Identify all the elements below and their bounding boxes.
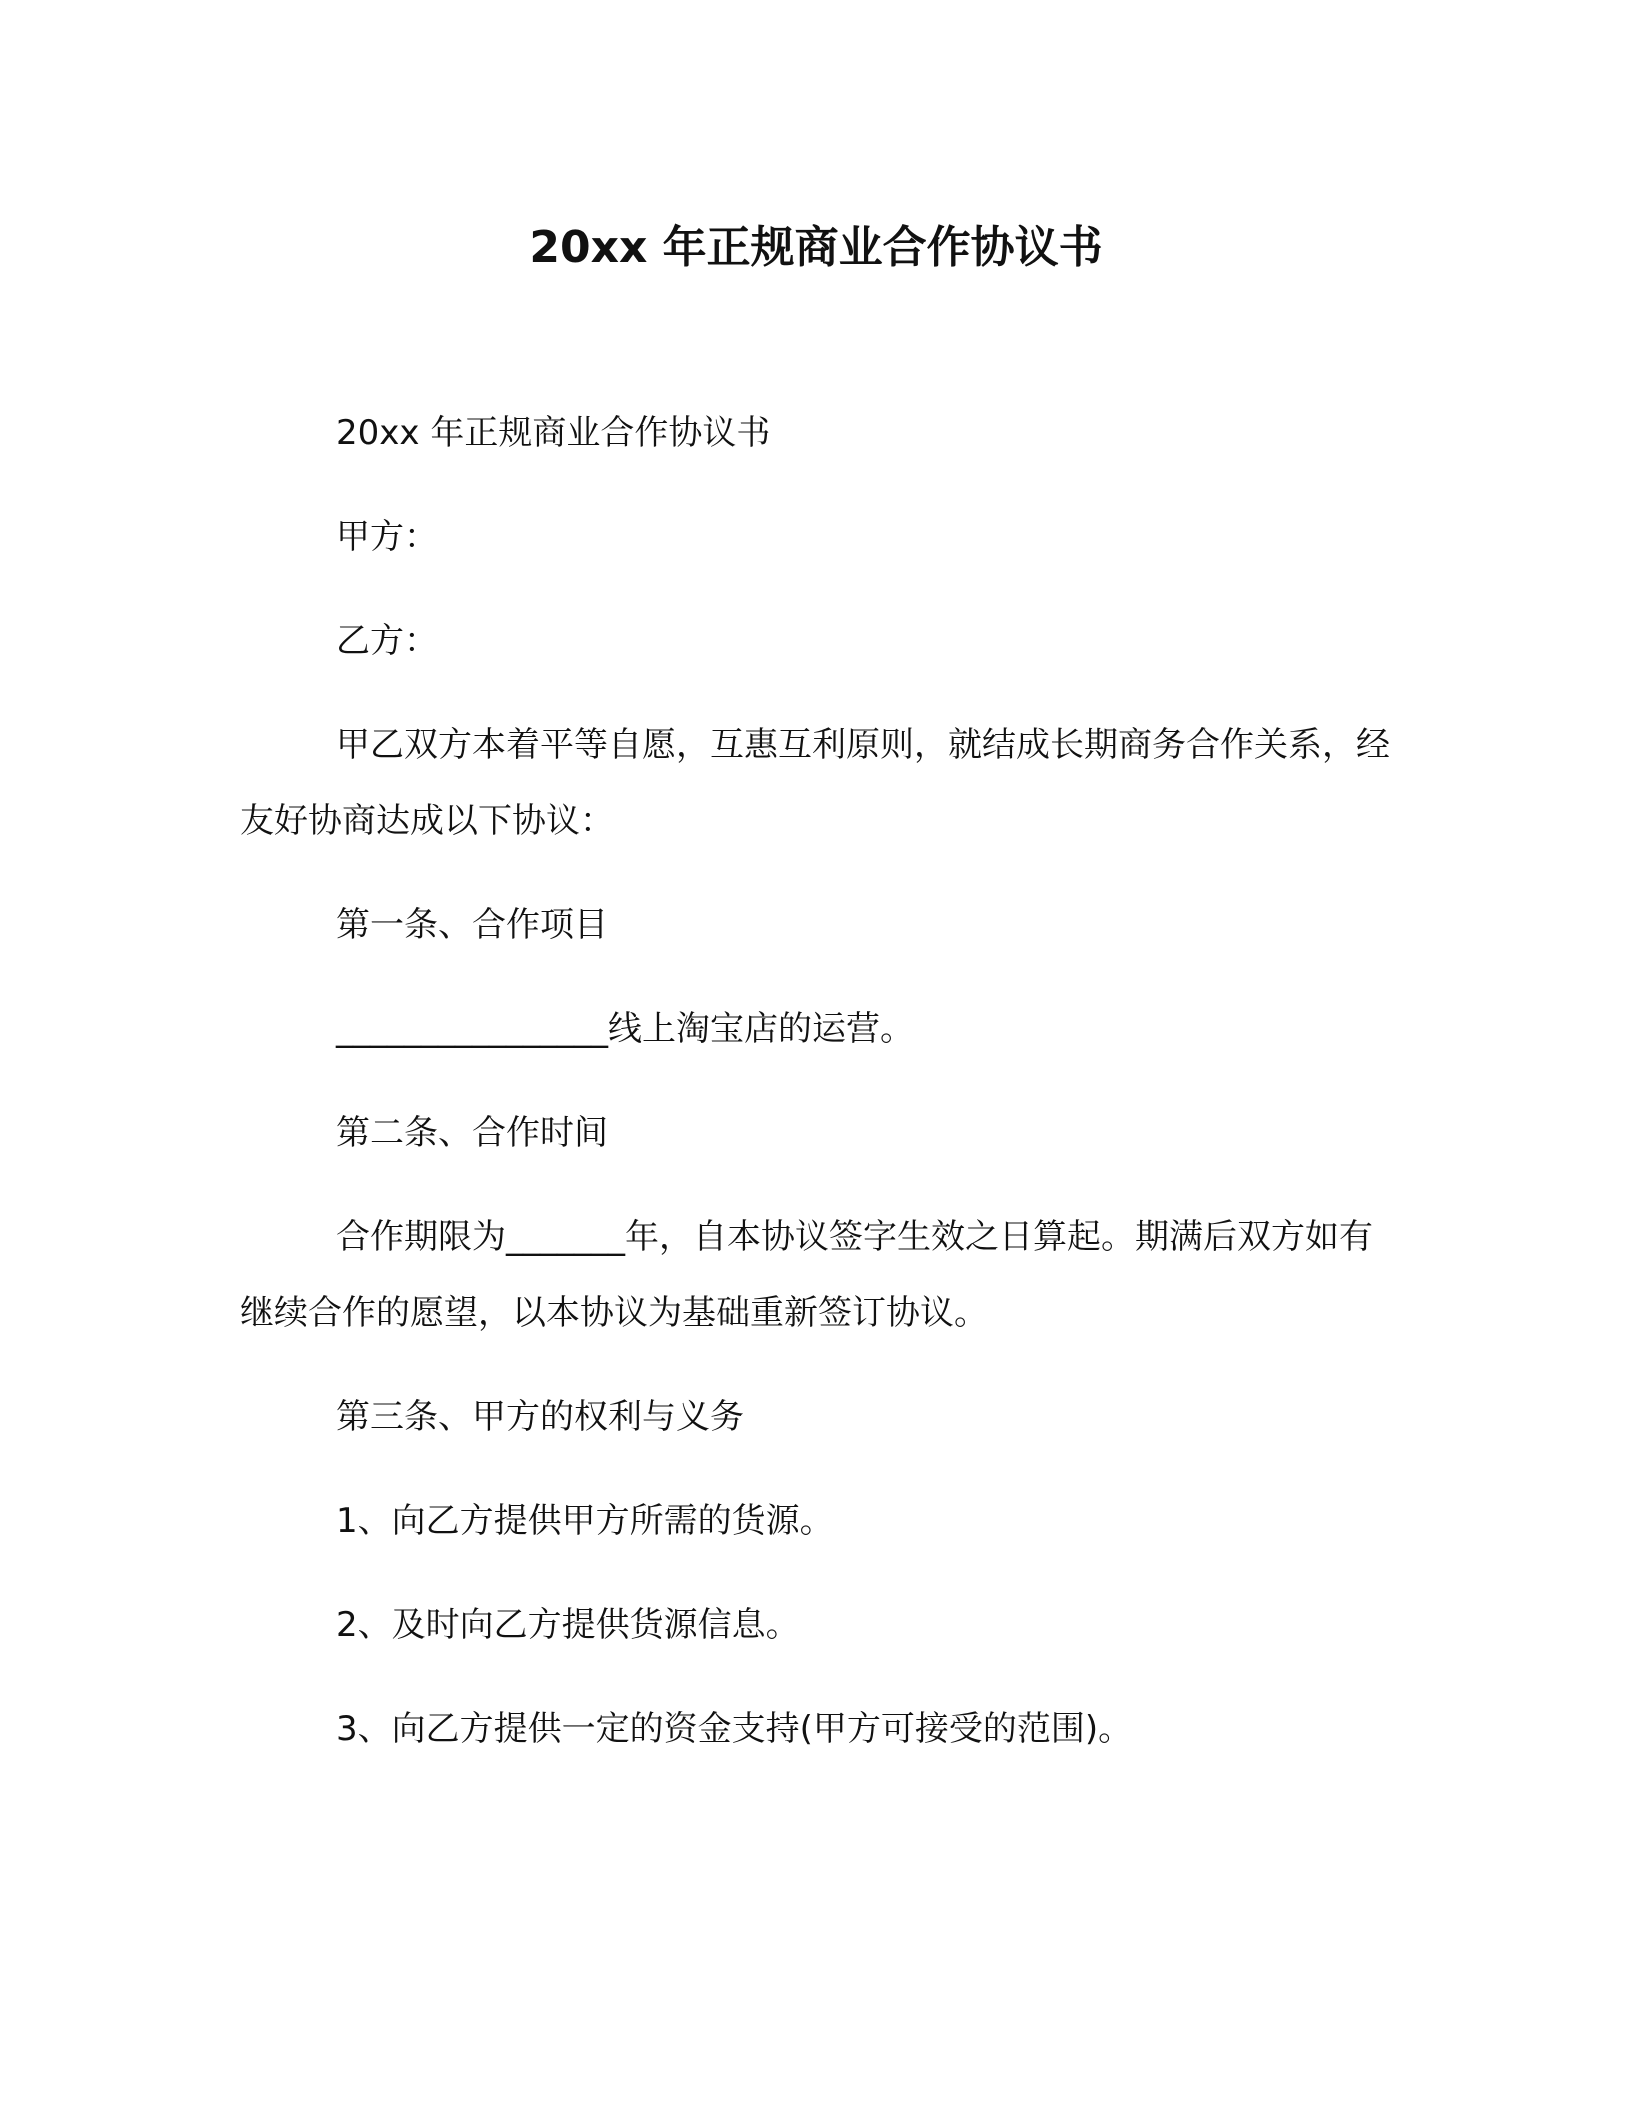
article-3-heading: 第三条、甲方的权利与义务 xyxy=(336,1397,744,1437)
document-body xyxy=(240,395,1390,1795)
party-a-line: 甲方： xyxy=(336,517,438,557)
article-2-content: 合作期限为_______年，自本协议签字生效之日算起。期满后双方如有继续合作的愿望，以本协议为基础重新签订协议。 xyxy=(240,1217,1373,1333)
article-1-heading: 第一条、合作项目 xyxy=(336,905,608,945)
article-3-item-2: 2、及时向乙方提供货源信息。 xyxy=(336,1605,800,1645)
article-1-content: ________________线上淘宝店的运营。 xyxy=(336,1009,914,1049)
party-b-line: 乙方： xyxy=(336,621,438,661)
article-3-item-3: 3、向乙方提供一定的资金支持(甲方可接受的范围)。 xyxy=(336,1709,1133,1749)
document-title: 20xx 年正规商业合作协议书 xyxy=(529,222,1103,273)
article-2-heading: 第二条、合作时间 xyxy=(336,1113,608,1153)
subtitle-paragraph: 20xx 年正规商业合作协议书 xyxy=(336,413,771,453)
article-3-item-1: 1、向乙方提供甲方所需的货源。 xyxy=(336,1501,834,1541)
preamble-paragraph: 甲乙双方本着平等自愿，互惠互利原则，就结成长期商务合作关系，经友好协商达成以下协议： xyxy=(240,725,1390,841)
